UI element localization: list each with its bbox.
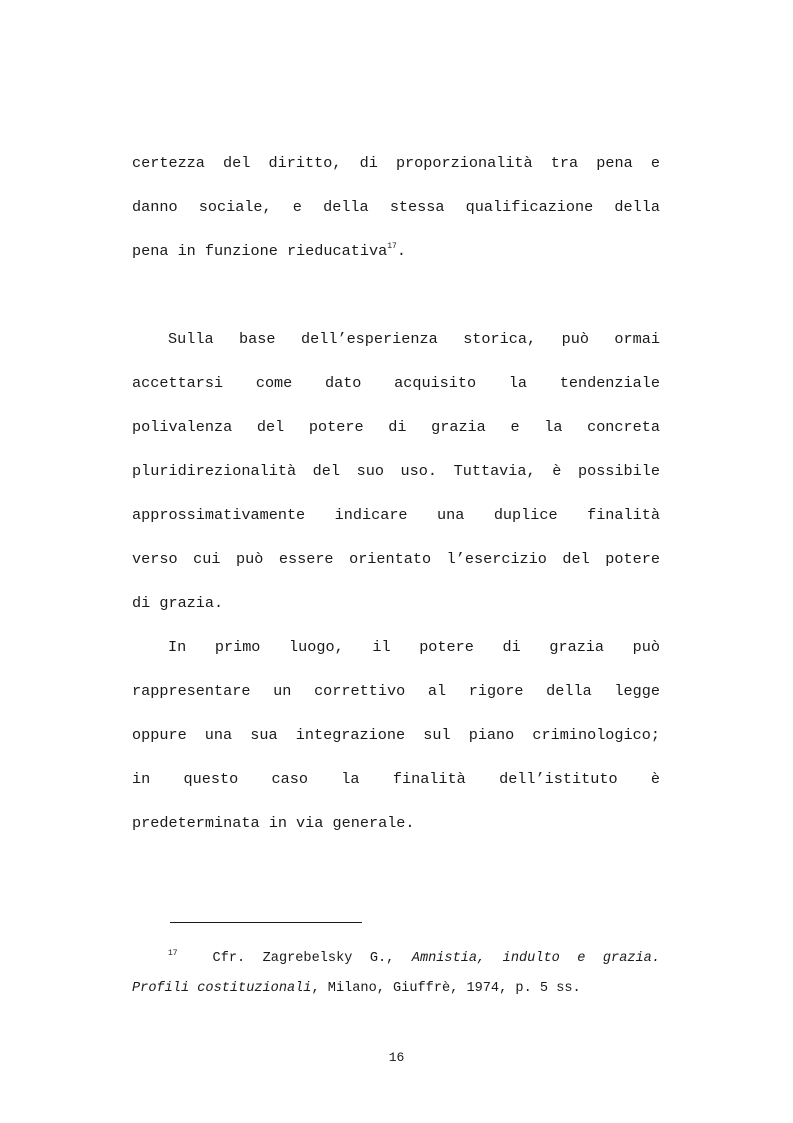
paragraph-1-line-1: certezza del diritto, di proporzionalità tra pena e xyxy=(132,154,660,172)
footnote-line-2 xyxy=(132,980,581,998)
paragraph-3-line-2: rappresentare un correttivo al rigore della legge xyxy=(132,682,660,700)
paragraph-2-line-1: Sulla base dell’esperienza storica, può ormai xyxy=(168,330,660,348)
paragraph-2-line-7: di grazia. xyxy=(132,594,224,612)
footnote-separator xyxy=(170,922,362,923)
page-number: 16 xyxy=(388,1050,405,1065)
paragraph-2-line-4: pluridirezionalità del suo uso. Tuttavia, è possibile xyxy=(132,462,660,480)
paragraph-2-line-2: accettarsi come dato acquisito la tendenziale xyxy=(132,374,660,392)
paragraph-2-line-3: polivalenza del potere di grazia e la concreta xyxy=(132,418,660,436)
paragraph-3-line-4: in questo caso la finalità dell’istituto è xyxy=(132,770,660,788)
paragraph-1-end-punctuation: . xyxy=(396,242,406,260)
footnote-title-part-1: Amnistia, indulto e grazia. xyxy=(411,951,660,966)
paragraph-1-line-2: danno sociale, e della stessa qualificazione della xyxy=(132,198,660,216)
paragraph-3-line-5: predeterminata in via generale. xyxy=(132,814,415,832)
paragraph-1-line-3-text: pena in funzione rieducativa xyxy=(132,242,388,260)
footnote-title-part-2: Profili costituzionali xyxy=(132,981,312,996)
paragraph-3-line-1: In primo luogo, il potere di grazia può xyxy=(168,638,660,656)
footnote-line-1 xyxy=(168,950,660,968)
footnote-publication-info: , Milano, Giuffrè, 1974, p. 5 ss. xyxy=(311,981,581,996)
paragraph-3-line-3: oppure una sua integrazione sul piano criminologico; xyxy=(132,726,660,744)
footnote-reference: 17 xyxy=(387,242,397,251)
paragraph-1-line-3 xyxy=(132,241,660,261)
footnote-citation-prefix: Cfr. Zagrebelsky G., xyxy=(212,951,412,966)
paragraph-2-line-5: approssimativamente indicare una duplice finalità xyxy=(132,506,660,524)
paragraph-2-line-6: verso cui può essere orientato l’esercizio del potere xyxy=(132,550,660,568)
footnote-number: 17 xyxy=(168,949,178,958)
